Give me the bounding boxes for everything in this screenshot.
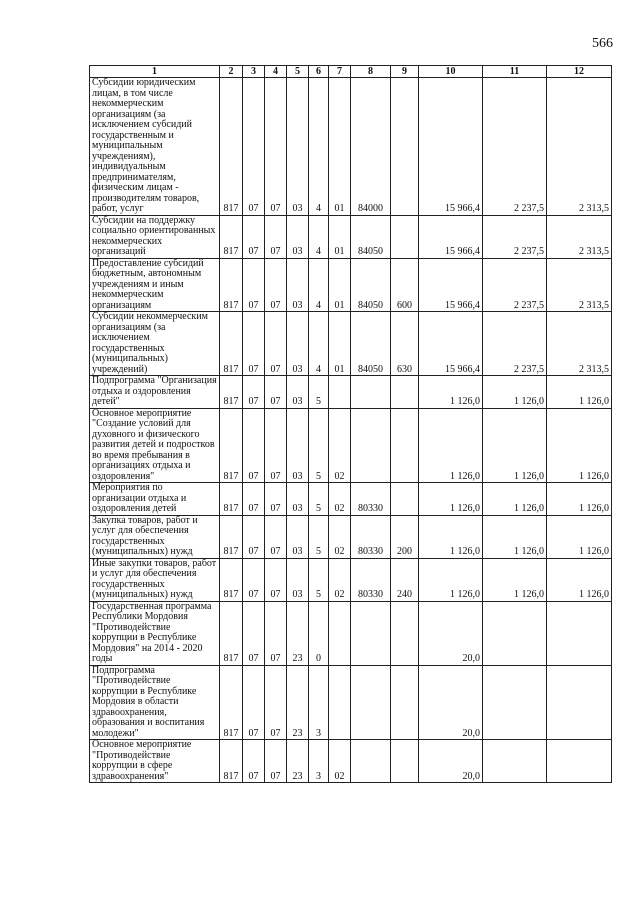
admin-code: 817 [220,665,243,740]
subprogram-code: 4 [309,258,329,312]
amount-2017: 2 237,5 [483,215,547,258]
subprogram-code: 4 [309,215,329,258]
admin-code: 817 [220,483,243,516]
amount-2016: 15 966,4 [419,215,483,258]
program-code: 03 [287,258,309,312]
expense-type-code [391,665,419,740]
amount-2016: 15 966,4 [419,78,483,216]
amount-2018: 2 313,5 [547,312,612,376]
admin-code: 817 [220,558,243,601]
direction-code [351,740,391,783]
section-code: 07 [243,376,265,409]
subsection-code: 07 [265,740,287,783]
expense-type-code [391,740,419,783]
column-header: 9 [391,66,419,78]
admin-code: 817 [220,258,243,312]
subsection-code: 07 [265,258,287,312]
admin-code: 817 [220,215,243,258]
section-code: 07 [243,215,265,258]
section-code: 07 [243,408,265,483]
amount-2017 [483,740,547,783]
column-header: 6 [309,66,329,78]
program-code: 03 [287,558,309,601]
table-row [90,483,612,516]
amount-2016: 1 126,0 [419,558,483,601]
direction-code [351,601,391,665]
subsection-code: 07 [265,558,287,601]
program-code: 03 [287,215,309,258]
subsection-code: 07 [265,483,287,516]
direction-code [351,408,391,483]
section-code: 07 [243,740,265,783]
row-name: Мероприятия по организации отдыха и оздоровления детей [90,483,220,516]
admin-code: 817 [220,601,243,665]
amount-2016: 20,0 [419,601,483,665]
amount-2018: 2 313,5 [547,258,612,312]
table-row [90,215,612,258]
amount-2017: 1 126,0 [483,515,547,558]
subprogram-code: 5 [309,483,329,516]
amount-2017: 2 237,5 [483,312,547,376]
amount-2016: 1 126,0 [419,515,483,558]
expense-type-code: 200 [391,515,419,558]
amount-2017 [483,665,547,740]
section-code: 07 [243,665,265,740]
amount-2017: 2 237,5 [483,78,547,216]
direction-code: 80330 [351,558,391,601]
amount-2018: 2 313,5 [547,78,612,216]
column-header: 8 [351,66,391,78]
activity-code: 02 [329,740,351,783]
amount-2016: 15 966,4 [419,258,483,312]
row-name: Государственная программа Республики Мордовия "Противодействие коррупции в Республике Мордовия" на 2014 - 2020 годы [90,601,220,665]
subprogram-code: 3 [309,740,329,783]
program-code: 03 [287,312,309,376]
amount-2016: 15 966,4 [419,312,483,376]
program-code: 23 [287,601,309,665]
subprogram-code: 4 [309,312,329,376]
amount-2017: 2 237,5 [483,258,547,312]
page-number: 566 [592,36,613,51]
admin-code: 817 [220,312,243,376]
activity-code [329,665,351,740]
activity-code: 02 [329,558,351,601]
row-name: Субсидии на поддержку социально ориентированных некоммерческих организаций [90,215,220,258]
activity-code: 02 [329,408,351,483]
activity-code: 01 [329,258,351,312]
expense-type-code [391,601,419,665]
expense-type-code [391,215,419,258]
amount-2017 [483,601,547,665]
table-row [90,408,612,483]
row-name: Основное мероприятие "Создание условий для духовного и физического развития детей и подростков во время пребывания в организациях отдыха и оздоровления" [90,408,220,483]
direction-code: 80330 [351,483,391,516]
table-row [90,258,612,312]
activity-code: 01 [329,312,351,376]
section-code: 07 [243,515,265,558]
amount-2018: 1 126,0 [547,515,612,558]
expense-type-code [391,376,419,409]
column-header: 1 [90,66,220,78]
amount-2017: 1 126,0 [483,558,547,601]
table-row [90,515,612,558]
activity-code: 02 [329,515,351,558]
program-code: 03 [287,78,309,216]
direction-code: 84050 [351,258,391,312]
column-header: 2 [220,66,243,78]
column-header: 11 [483,66,547,78]
amount-2017: 1 126,0 [483,408,547,483]
subsection-code: 07 [265,665,287,740]
admin-code: 817 [220,740,243,783]
subsection-code: 07 [265,376,287,409]
subprogram-code: 5 [309,515,329,558]
amount-2018: 1 126,0 [547,376,612,409]
program-code: 03 [287,376,309,409]
expense-type-code: 240 [391,558,419,601]
column-header: 12 [547,66,612,78]
row-name: Предоставление субсидий бюджетным, автономным учреждениям и иным некоммерческим организациям [90,258,220,312]
column-header: 7 [329,66,351,78]
subprogram-code: 5 [309,376,329,409]
direction-code: 80330 [351,515,391,558]
direction-code: 84050 [351,215,391,258]
activity-code: 02 [329,483,351,516]
direction-code [351,665,391,740]
direction-code: 84050 [351,312,391,376]
expense-type-code [391,78,419,216]
table-row [90,665,612,740]
section-code: 07 [243,312,265,376]
column-header: 3 [243,66,265,78]
activity-code: 01 [329,78,351,216]
amount-2016: 20,0 [419,740,483,783]
subprogram-code: 3 [309,665,329,740]
amount-2016: 1 126,0 [419,483,483,516]
amount-2018 [547,665,612,740]
amount-2018: 2 313,5 [547,215,612,258]
row-name: Закупка товаров, работ и услуг для обеспечения государственных (муниципальных) нужд [90,515,220,558]
subsection-code: 07 [265,78,287,216]
table-header-row [90,66,612,78]
amount-2016: 20,0 [419,665,483,740]
section-code: 07 [243,78,265,216]
row-name: Субсидии юридическим лицам, в том числе некоммерческим организациям (за исключением субсидий государственным и муниципальным учреждениям), индивидуальным предпринимателям, физическим лицам - производителям товаров, работ, услуг [90,78,220,216]
row-name: Основное мероприятие "Противодействие коррупции в сфере здравоохранения" [90,740,220,783]
activity-code [329,601,351,665]
budget-table [89,65,612,783]
column-header: 4 [265,66,287,78]
row-name: Субсидии некоммерческим организациям (за исключением государственных (муниципальных) учреждений) [90,312,220,376]
amount-2018: 1 126,0 [547,408,612,483]
column-header: 10 [419,66,483,78]
admin-code: 817 [220,515,243,558]
row-name: Подпрограмма "Противодействие коррупции в Республике Мордовия в области здравоохранения, образования и воспитания молодежи" [90,665,220,740]
section-code: 07 [243,558,265,601]
program-code: 03 [287,483,309,516]
program-code: 23 [287,665,309,740]
table-row [90,78,612,216]
section-code: 07 [243,258,265,312]
program-code: 03 [287,408,309,483]
expense-type-code [391,408,419,483]
program-code: 23 [287,740,309,783]
expense-type-code [391,483,419,516]
table-row [90,312,612,376]
column-header: 5 [287,66,309,78]
amount-2018: 1 126,0 [547,483,612,516]
subsection-code: 07 [265,408,287,483]
subprogram-code: 4 [309,78,329,216]
row-name: Подпрограмма "Организация отдыха и оздоровления детей" [90,376,220,409]
admin-code: 817 [220,376,243,409]
expense-type-code: 630 [391,312,419,376]
section-code: 07 [243,601,265,665]
amount-2018 [547,740,612,783]
subsection-code: 07 [265,515,287,558]
subsection-code: 07 [265,312,287,376]
expense-type-code: 600 [391,258,419,312]
subsection-code: 07 [265,601,287,665]
amount-2018: 1 126,0 [547,558,612,601]
subprogram-code: 5 [309,408,329,483]
subsection-code: 07 [265,215,287,258]
table-row [90,740,612,783]
subprogram-code: 5 [309,558,329,601]
direction-code: 84000 [351,78,391,216]
activity-code: 01 [329,215,351,258]
table-row [90,376,612,409]
table-row [90,601,612,665]
program-code: 03 [287,515,309,558]
row-name: Иные закупки товаров, работ и услуг для обеспечения государственных (муниципальных) нужд [90,558,220,601]
amount-2018 [547,601,612,665]
amount-2017: 1 126,0 [483,483,547,516]
section-code: 07 [243,483,265,516]
admin-code: 817 [220,408,243,483]
amount-2016: 1 126,0 [419,376,483,409]
direction-code [351,376,391,409]
activity-code [329,376,351,409]
amount-2017: 1 126,0 [483,376,547,409]
subprogram-code: 0 [309,601,329,665]
admin-code: 817 [220,78,243,216]
table-row [90,558,612,601]
amount-2016: 1 126,0 [419,408,483,483]
